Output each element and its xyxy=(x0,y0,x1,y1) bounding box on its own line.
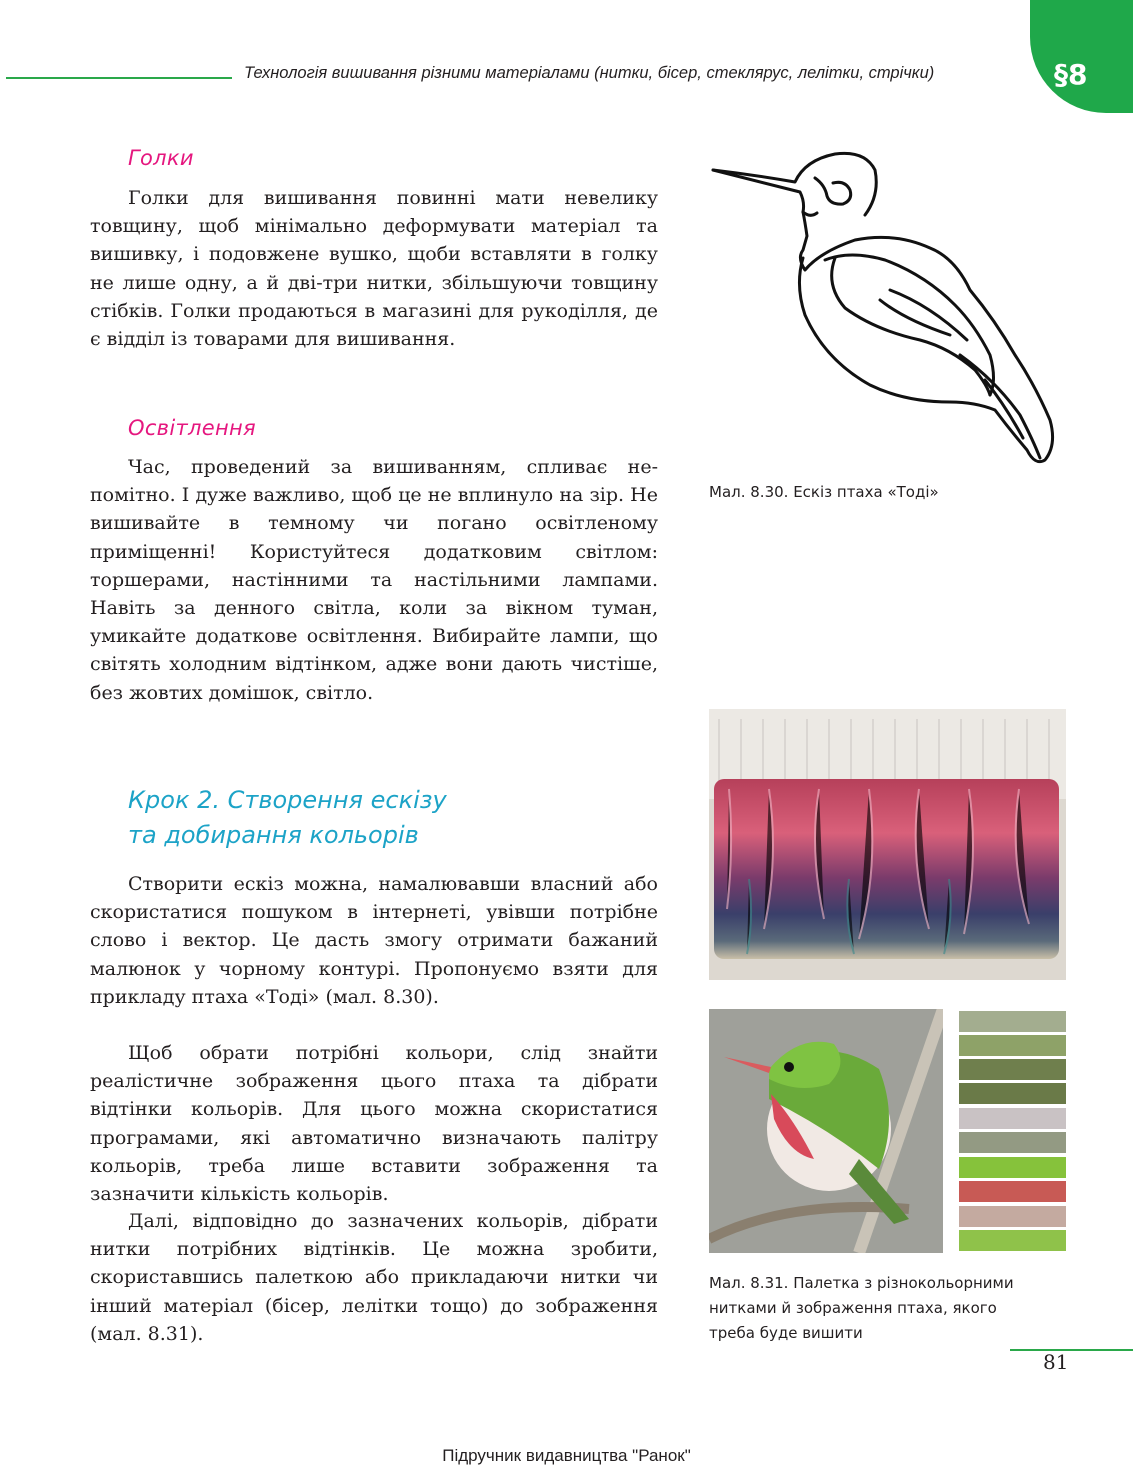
needles-paragraph: Голки для вишивання повинні мати невелику товщину, щоб мінімально деформувати матеріал та вишивку, і подовжене вушко, щоби вставляти в голку не лише одну, а й дві-три нитки, збільшуючи товщину стібків. Голки продаються в магазині для рукоділля, де є відділ із товарами для вишивання. xyxy=(90,187,658,351)
header-rule xyxy=(6,77,232,79)
running-header: Технологія вишивання різними матеріалами (нитки, бісер, стеклярус, лелітки, стрічки) xyxy=(244,64,935,82)
figure-8-30-caption: Мал. 8.30. Ескіз птаха «Тоді» xyxy=(709,483,939,501)
palette-swatch xyxy=(959,1011,1066,1032)
step2-heading-line2: та добирання кольорів xyxy=(128,821,419,849)
page-number: 81 xyxy=(1043,1350,1069,1374)
step2-paragraph-2: Щоб обрати потрібні кольори, слід знайти реалістичне зображення цього птаха та дібрати відтінки кольорів. Для цього можна скористатися програмами, які автоматично визначають палітру кольорів, треба лише вставити зображення та зазначити кількість кольорів. xyxy=(90,1042,658,1206)
palette-swatch xyxy=(959,1206,1066,1227)
section-number: §8 xyxy=(1054,58,1088,91)
step2-paragraph-1: Створити ескіз можна, намалювавши власний або скористатися пошуком в інтернеті, увівши потрібне слово і вектор. Це дасть змогу отримати бажаний малюнок у чорному контурі. Пропонуємо взяти для прикладу птаха «Тоді» (мал. 8.30). xyxy=(90,873,658,1008)
step2-heading-line1: Крок 2. Створення ескізу xyxy=(128,786,447,814)
figure-8-31-caption-line3: треба буде вишити xyxy=(709,1324,863,1342)
palette-swatch xyxy=(959,1083,1066,1104)
footer-rule xyxy=(1010,1349,1133,1351)
palette-swatch xyxy=(959,1059,1066,1080)
bird-sketch-figure xyxy=(705,140,1065,480)
figure-8-31-caption-line2: нитками й зображення птаха, якого xyxy=(709,1299,997,1317)
figure-8-31-caption-line1: Мал. 8.31. Палетка з різнокольорними xyxy=(709,1274,1014,1292)
palette-swatch xyxy=(959,1132,1066,1153)
palette-swatch xyxy=(959,1108,1066,1129)
thread-palette-photo xyxy=(709,709,1066,980)
palette-swatch xyxy=(959,1230,1066,1251)
lighting-heading: Освітлення xyxy=(128,416,256,440)
section-tab xyxy=(1030,0,1133,113)
publisher-credit: Підручник видавництва "Ранок" xyxy=(442,1446,691,1465)
lighting-paragraph: Час, проведений за вишиванням, спливає непомітно. І дуже важливо, щоб це не вплинуло на зір. Не вишивайте в темному чи погано освітленому приміщенні! Користуйтеся додатковим світлом: торшерами, настінними та настільними лампами. Навіть за денного світла, коли за вікном туман, умикайте додаткове освітлення. Вибирайте лампи, що світять холодним відтінком, адже вони дають чистіше, без жовтих домішок, світло. xyxy=(90,456,658,704)
step2-paragraph-3: Далі, відповідно до зазначених кольорів, дібрати нитки потрібних відтінків. Це можна зробити, скориставшись палеткою або прикладаючи нитки чи інший матеріал (бісер, лелітки тощо) до зображення (мал. 8.31). xyxy=(90,1210,658,1345)
bird-photo xyxy=(709,1009,943,1253)
palette-swatch xyxy=(959,1157,1066,1178)
palette-swatch xyxy=(959,1181,1066,1202)
needles-heading: Голки xyxy=(128,146,194,170)
palette-swatch xyxy=(959,1035,1066,1056)
